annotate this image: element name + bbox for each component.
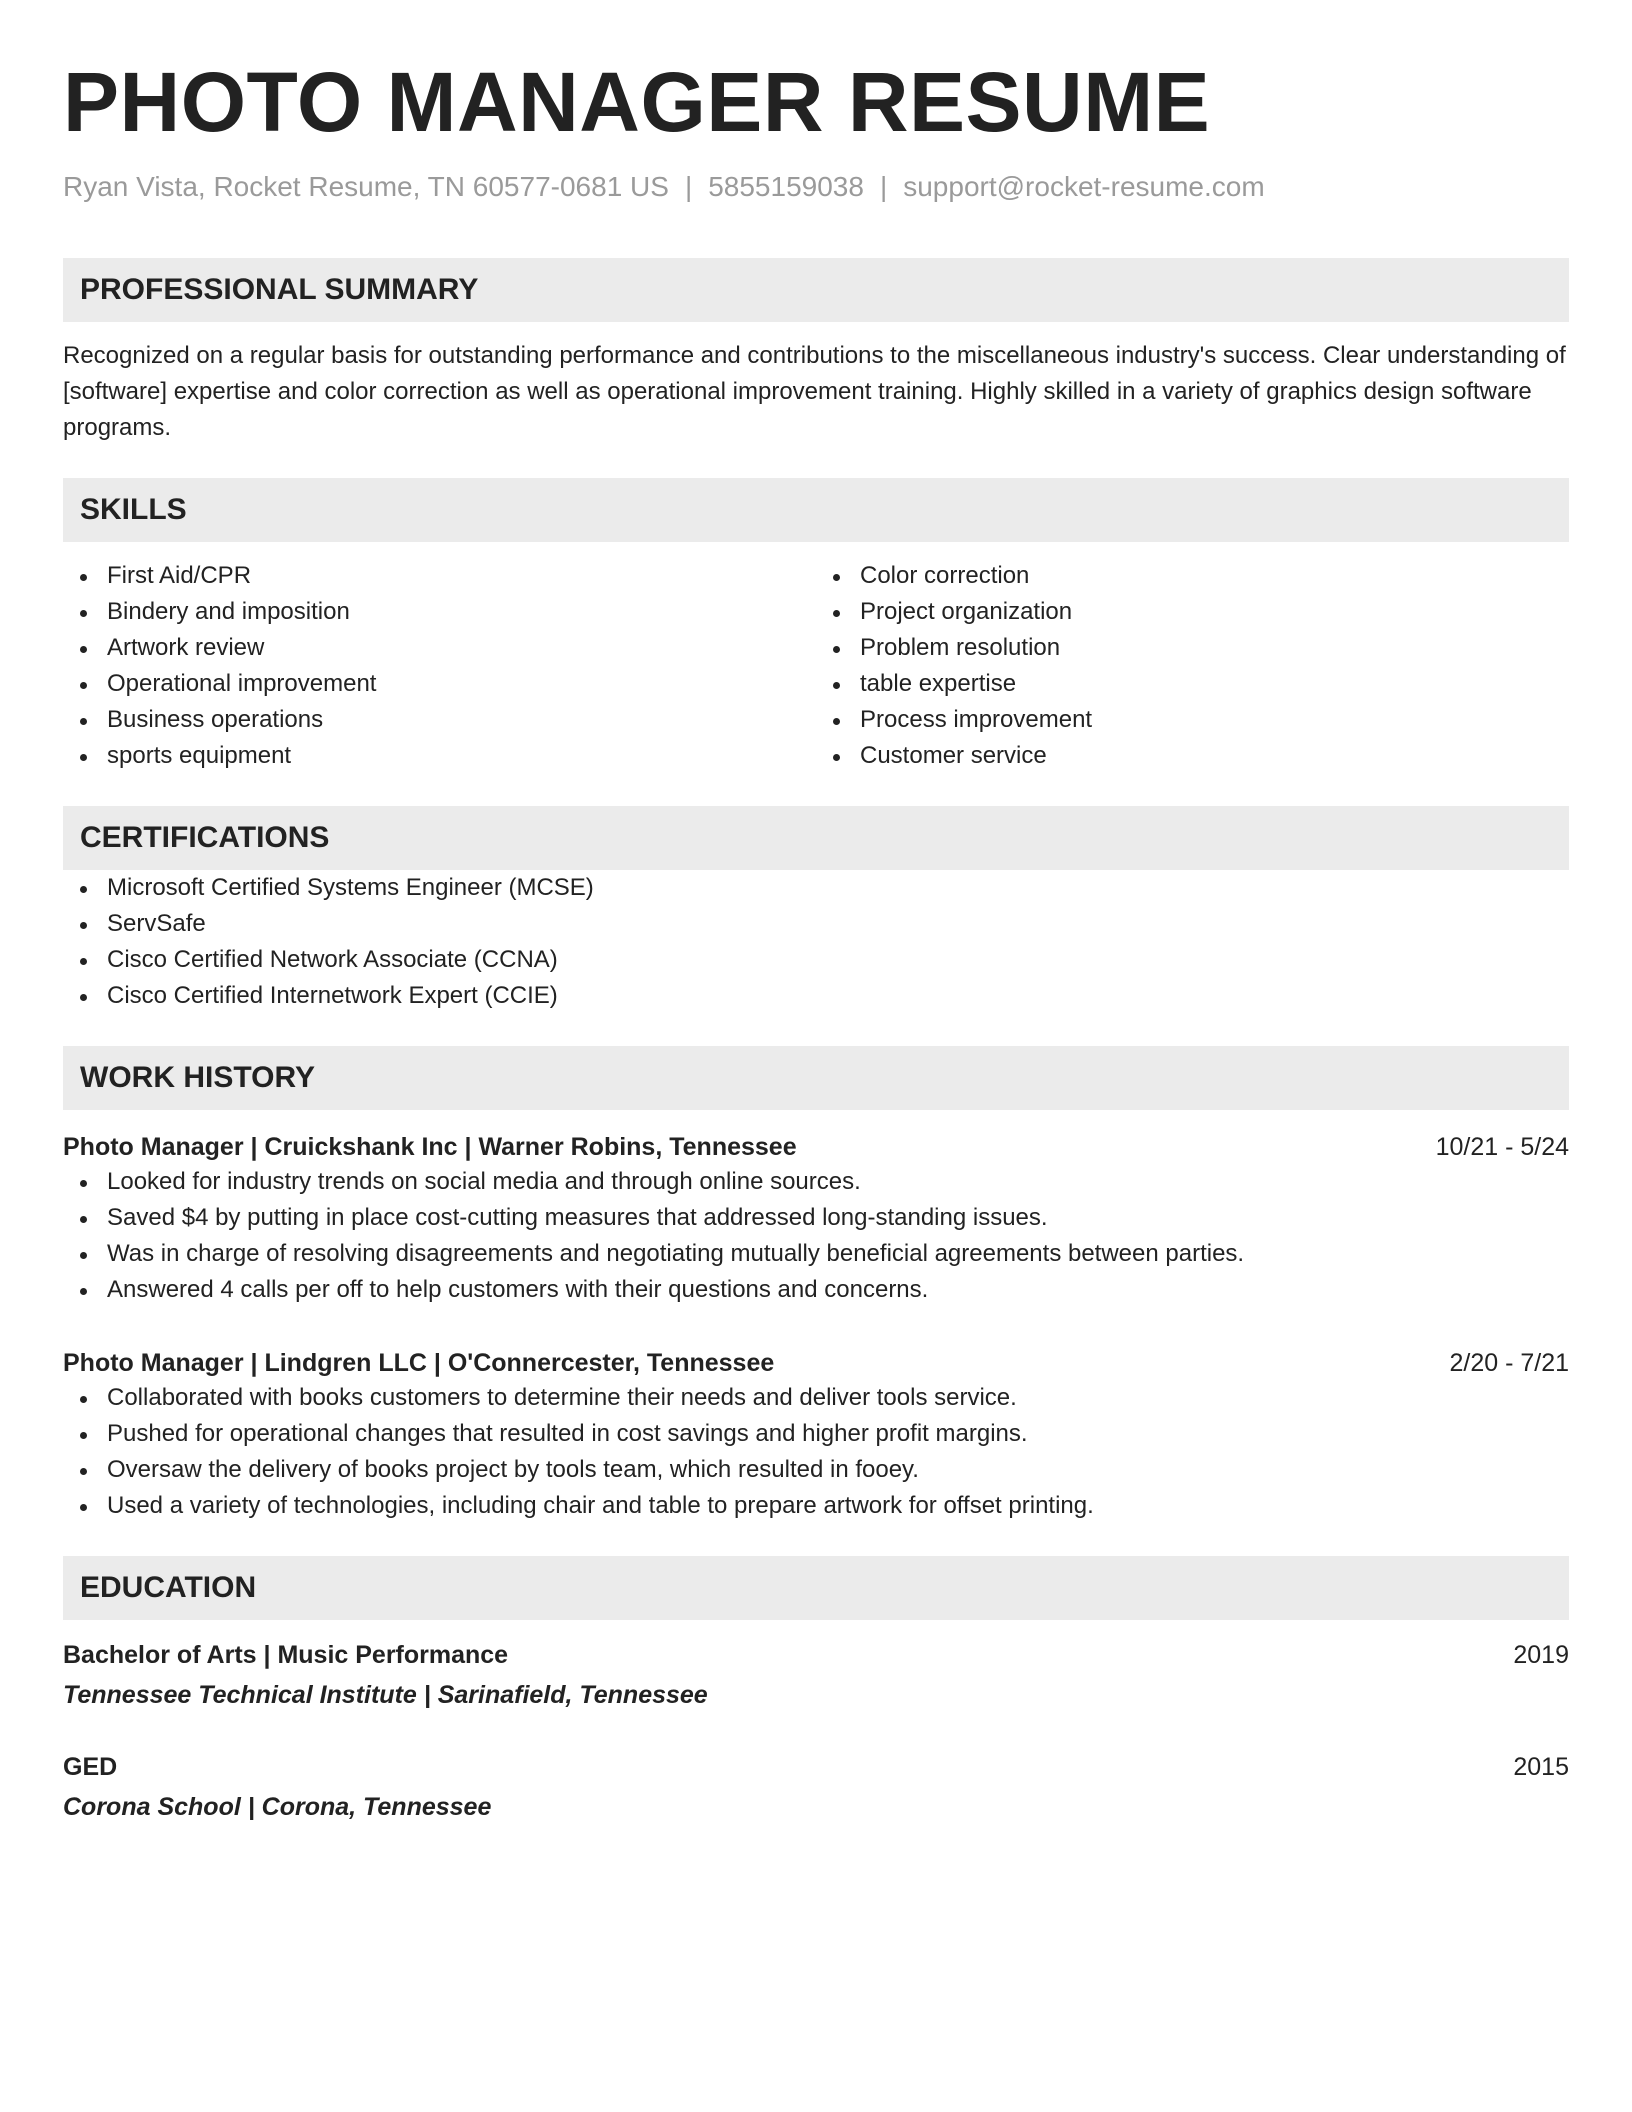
job-bullet: Used a variety of technologies, including chair and table to prepare artwork for offset printing. [63, 1488, 1569, 1524]
certifications-list [63, 870, 1569, 1014]
certification-item: Cisco Certified Internetwork Expert (CCIE) [63, 978, 1569, 1014]
skill-item: First Aid/CPR [63, 558, 816, 594]
job-entry [63, 1130, 1569, 1308]
skill-item: Operational improvement [63, 666, 816, 702]
skill-item: Customer service [816, 738, 1569, 774]
job-bullets [63, 1380, 1569, 1524]
skill-item: Artwork review [63, 630, 816, 666]
education-school: Corona School | Corona, Tennessee [63, 1792, 492, 1821]
section-heading-work-history: WORK HISTORY [63, 1046, 1569, 1110]
job-entry [63, 1346, 1569, 1524]
section-heading-education: EDUCATION [63, 1556, 1569, 1620]
education-year: 2019 [1513, 1640, 1569, 1669]
contact-separator: | [879, 171, 888, 202]
education-header [63, 1750, 1569, 1784]
job-bullet: Saved $4 by putting in place cost-cutting measures that addressed long-standing issues. [63, 1200, 1569, 1236]
job-bullet: Oversaw the delivery of books project by tools team, which resulted in fooey. [63, 1452, 1569, 1488]
certification-item: Cisco Certified Network Associate (CCNA) [63, 942, 1569, 978]
skill-item: Process improvement [816, 702, 1569, 738]
summary-text: Recognized on a regular basis for outstanding performance and contributions to the miscellaneous industry's success. Clear understanding of [software] expertise and color correction as well as operational improvement training. Highly skilled in a variety of graphics design software programs. [63, 341, 1566, 441]
resume-title: PHOTO MANAGER RESUME [63, 55, 1211, 149]
skill-item: Business operations [63, 702, 816, 738]
education-school: Tennessee Technical Institute | Sarinafield, Tennessee [63, 1680, 708, 1709]
skill-item: sports equipment [63, 738, 816, 774]
education-degree: GED [63, 1752, 118, 1781]
contact-email: support@rocket-resume.com [903, 171, 1265, 202]
skill-item: Problem resolution [816, 630, 1569, 666]
job-bullet: Looked for industry trends on social media and through online sources. [63, 1164, 1569, 1200]
job-header [63, 1130, 1569, 1164]
section-heading-certifications: CERTIFICATIONS [63, 806, 1569, 870]
job-title: Photo Manager | Lindgren LLC | O'Connercester, Tennessee [63, 1348, 775, 1377]
job-bullets [63, 1164, 1569, 1308]
skills-list-right [816, 558, 1569, 774]
certification-item: Microsoft Certified Systems Engineer (MCSE) [63, 870, 1569, 906]
section-heading-skills: SKILLS [63, 478, 1569, 542]
job-bullet: Answered 4 calls per off to help customers with their questions and concerns. [63, 1272, 1569, 1308]
contact-phone: 5855159038 [708, 171, 864, 202]
education-year: 2015 [1513, 1752, 1569, 1781]
job-header [63, 1346, 1569, 1380]
job-bullet: Collaborated with books customers to determine their needs and deliver tools service. [63, 1380, 1569, 1416]
contact-address: Ryan Vista, Rocket Resume, TN 60577-0681 US [63, 171, 669, 202]
job-bullet: Pushed for operational changes that resulted in cost savings and higher profit margins. [63, 1416, 1569, 1452]
contact-line [63, 170, 1569, 204]
skills-column-right [816, 558, 1569, 774]
education-header [63, 1638, 1569, 1672]
job-title: Photo Manager | Cruickshank Inc | Warner Robins, Tennessee [63, 1132, 797, 1161]
job-bullet: Was in charge of resolving disagreements and negotiating mutually beneficial agreements between parties. [63, 1236, 1569, 1272]
job-dates: 2/20 - 7/21 [1449, 1348, 1569, 1377]
skill-item: Bindery and imposition [63, 594, 816, 630]
skill-item: Color correction [816, 558, 1569, 594]
skills-column-left [63, 558, 816, 774]
education-entry [63, 1750, 1569, 1824]
skills-grid [63, 558, 1569, 774]
skill-item: table expertise [816, 666, 1569, 702]
section-heading-summary: PROFESSIONAL SUMMARY [63, 258, 1569, 322]
contact-separator: | [684, 171, 693, 202]
skill-item: Project organization [816, 594, 1569, 630]
job-dates: 10/21 - 5/24 [1435, 1132, 1569, 1161]
education-degree: Bachelor of Arts | Music Performance [63, 1640, 509, 1669]
education-entry [63, 1638, 1569, 1712]
skills-list-left [63, 558, 816, 774]
certification-item: ServSafe [63, 906, 1569, 942]
